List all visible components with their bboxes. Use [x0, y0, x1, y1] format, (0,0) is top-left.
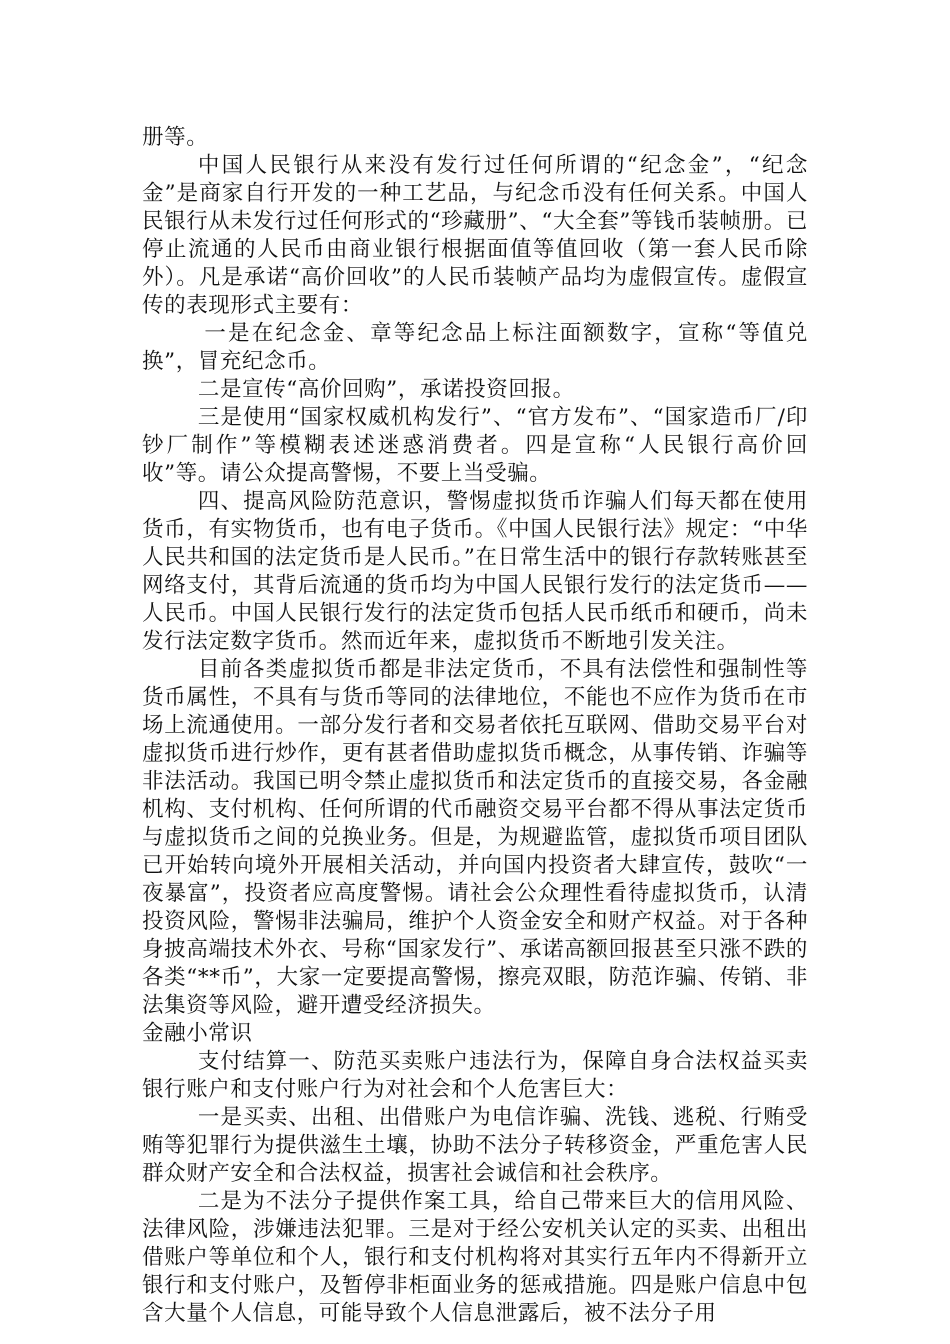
paragraph-commemorative-gold: 中国人民银行从来没有发行过任何所谓的“纪念金”，“纪念金”是商家自行开发的一种工艺品，与纪念币没有任何关系。中国人民银行从未发行过任何形式的“珍藏册”、“大全套”等钱币装帧册。已停止流通的人民币由商业银行根据面值等值回收（第一套人民币除外）。凡是承诺“高价回收”的人民币装帧产品均为虚假宣传。虚假宣传的表现形式主要有：	[142, 153, 808, 318]
section-heading-financial-tips: 金融小常识	[142, 1021, 253, 1046]
paragraph-account-point-two: 二是为不法分子提供作案工具，给自己带来巨大的信用风险、法律风险，涉嫌违法犯罪。三是对于经公安机关认定的买卖、出租出借账户等单位和个人，银行和支付机构将对其实行五年内不得新开立银行和支付账户，及暂停非柜面业务的惩戒措施。四是账户信息中包含大量个人信息，可能导致个人信息泄露后，被不法分子用	[142, 1189, 808, 1326]
paragraph-payment-settlement: 支付结算一、防范买卖账户违法行为，保障自身合法权益买卖银行账户和支付账户行为对社会和个人危害巨大：	[142, 1049, 808, 1102]
paragraph-point-one: 一是在纪念金、章等纪念品上标注面额数字，宣称“等值兑换”，冒充纪念币。	[142, 321, 808, 374]
paragraph-section-four: 四、提高风险防范意识，警惕虚拟货币诈骗人们每天都在使用货币，有实物货币，也有电子货币。《中国人民银行法》规定：“中华人民共和国的法定货币是人民币。”在日常生活中的银行存款转账甚至网络支付，其背后流通的货币均为中国人民银行发行的法定货币——人民币。中国人民银行发行的法定货币包括人民币纸币和硬币，尚未发行法定数字货币。然而近年来，虚拟货币不断地引发关注。	[142, 489, 808, 654]
paragraph-continuation: 册等。	[142, 125, 209, 150]
document-body	[142, 124, 808, 1328]
paragraph-point-two: 二是宣传“高价回购”，承诺投资回报。	[197, 377, 575, 402]
paragraph-point-three: 三是使用“国家权威机构发行”、“官方发布”、“国家造币厂/印钞厂制作”等模糊表述迷惑消费者。四是宣称“人民银行高价回收”等。请公众提高警惕，不要上当受骗。	[142, 405, 809, 486]
paragraph-account-point-one: 一是买卖、出租、出借账户为电信诈骗、洗钱、逃税、行贿受贿等犯罪行为提供滋生土壤，协助不法分子转移资金，严重危害人民群众财产安全和合法权益，损害社会诚信和社会秩序。	[142, 1105, 808, 1186]
paragraph-virtual-currency: 目前各类虚拟货币都是非法定货币，不具有法偿性和强制性等货币属性，不具有与货币等同的法律地位，不能也不应作为货币在市场上流通使用。一部分发行者和交易者依托互联网、借助交易平台对虚拟货币进行炒作，更有甚者借助虚拟货币概念，从事传销、诈骗等非法活动。我国已明令禁止虚拟货币和法定货币的直接交易，各金融机构、支付机构、任何所谓的代币融资交易平台都不得从事法定货币与虚拟货币之间的兑换业务。但是，为规避监管，虚拟货币项目团队已开始转向境外开展相关活动，并向国内投资者大肆宣传，鼓吹“一夜暴富”，投资者应高度警惕。请社会公众理性看待虚拟货币，认清投资风险，警惕非法骗局，维护个人资金安全和财产权益。对于各种身披高端技术外衣、号称“国家发行”、承诺高额回报甚至只涨不跌的各类“**币”，大家一定要提高警惕，擦亮双眼，防范诈骗、传销、非法集资等风险，避开遭受经济损失。	[142, 657, 808, 1018]
